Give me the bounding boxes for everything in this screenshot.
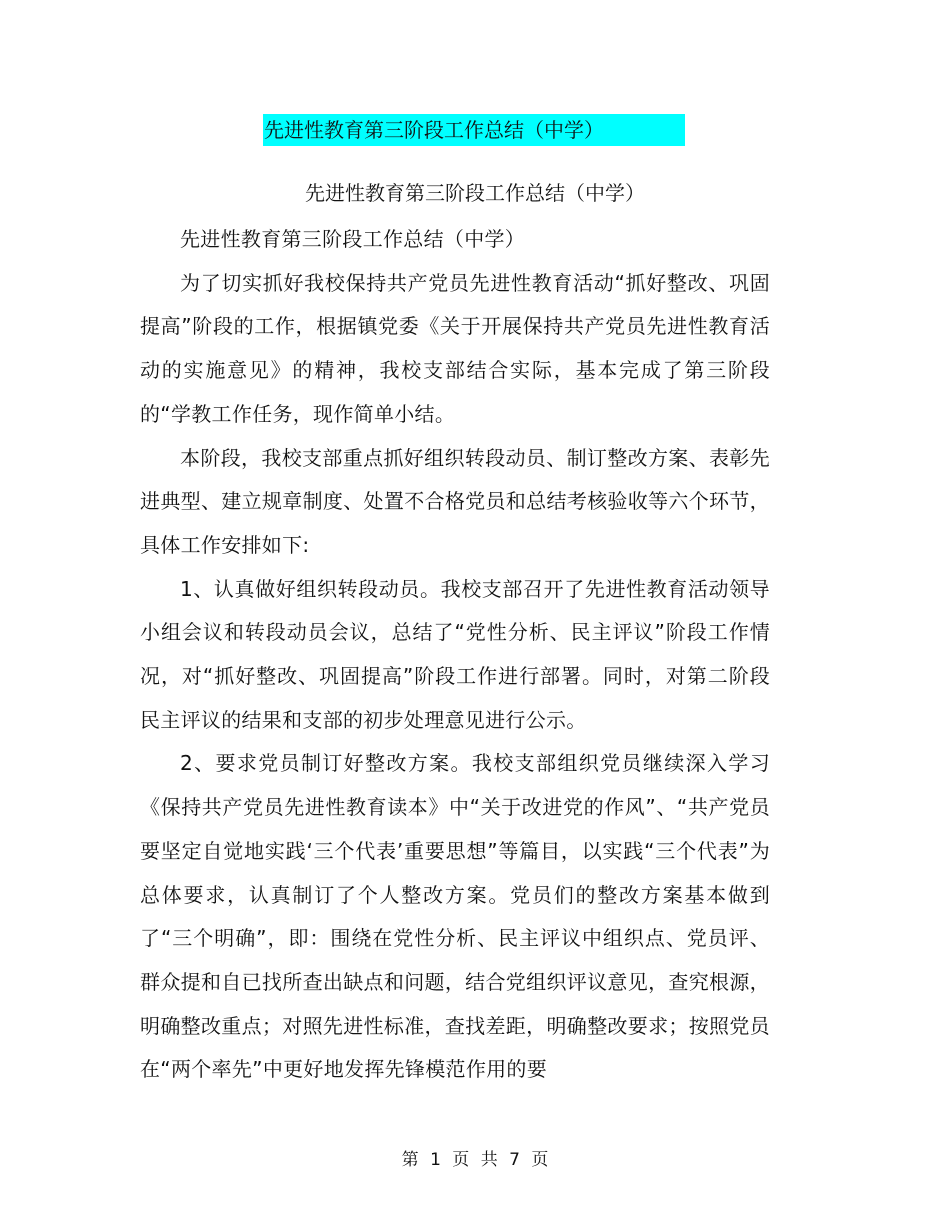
- highlighted-title: 先进性教育第三阶段工作总结（中学）: [263, 114, 685, 146]
- paragraph: 为了切实抓好我校保持共产党员先进性教育活动“抓好整改、巩固提高”阶段的工作，根据镇党委《关于开展保持共产党员先进性教育活动的实施意见》的精神，我校支部结合实际，基本完成了第三阶段的“学教工作任务，现作简单小结。: [140, 270, 770, 426]
- paragraph: 先进性教育第三阶段工作总结（中学）: [180, 227, 526, 251]
- paragraph: 本阶段，我校支部重点抓好组织转段动员、制订整改方案、表彰先进典型、建立规章制度、处置不合格党员和总结考核验收等六个环节，具体工作安排如下:: [140, 445, 770, 557]
- document-subtitle: 先进性教育第三阶段工作总结（中学）: [305, 181, 645, 205]
- paragraph: 1、认真做好组织转段动员。我校支部召开了先进性教育活动领导小组会议和转段动员会议，总结了“党性分析、民主评议”阶段工作情况，对“抓好整改、巩固提高”阶段工作进行部署。同时，对第二阶段民主评议的结果和支部的初步处理意见进行公示。: [140, 576, 770, 732]
- page-number-footer: 第 1 页 共 7 页: [401, 1150, 549, 1170]
- paragraph: 2、要求党员制订好整改方案。我校支部组织党员继续深入学习《保持共产党员先进性教育读本》中“关于改进党的作风”、“共产党员要坚定自觉地实践‘三个代表’重要思想”等篇目，以实践“三个代表”为总体要求，认真制订了个人整改方案。党员们的整改方案基本做到了“三个明确”，即：围绕在党性分析、民主评议中组织点、党员评、群众提和自已找所查出缺点和问题，结合党组织评议意见，查究根源，明确整改重点；对照先进性标准，查找差距，明确整改要求；按照党员在“两个率先”中更好地发挥先锋模范作用的要: [140, 751, 770, 1082]
- document-body: [140, 218, 770, 1092]
